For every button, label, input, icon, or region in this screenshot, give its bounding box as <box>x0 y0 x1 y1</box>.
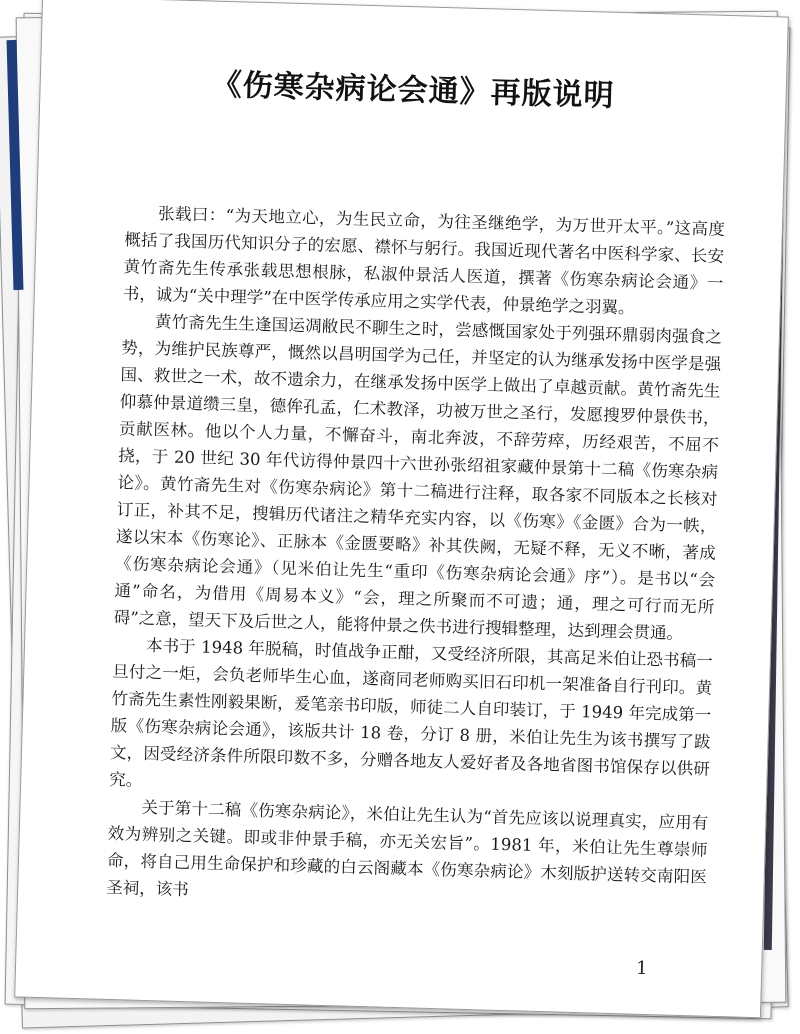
paragraph: 关于第十二稿《伤寒杂病论》，米伯让先生认为“首先应该以说理真实，应用有效为辨别之关键。即或非仲景手稿，亦无关宏旨”。1981 年，米伯让先生尊崇师命，将自己用生命保护和珍藏的白云阁藏本《伤寒杂病论》木刻版护送转交南阳医圣祠，该书 <box>105 797 709 900</box>
paragraph: 黄竹斋先生生逢国运凋敝民不聊生之时，尝感慨国家处于列强环鼎弱肉强食之势，为维护民族尊严，慨然以昌明国学为己任，并坚定的认为继承发扬中医学是强国、救世之一术，故不遗余力，在继承发扬中医学上做出了卓越贡献。黄竹斋先生仰慕仲景道缵三皇，德侔孔孟，仁术教泽，功被万世之圣行，发愿搜罗仲景佚书，贡献医林。他以个人力量，不懈奋斗，南北奔波，不辞劳瘁，历经艰苦，不屈不挠，于 20 世纪 30 年代访得仲景四十六世孙张绍祖家藏仲景第十二稿《伤寒杂病论》。黄竹斋先生对《伤寒杂病论》第十二稿进行注释，取各家不同版本之长核对订正，补其不足，搜辑历代诸注之精华充实内容，以《伤寒》《金匮》合为一帙，遂以宋本《伤寒论》、正脉本《金匮要略》补其佚阙，无疑不释，无义不晰，著成《伤寒杂病论会通》（见米伯让先生“重印《伤寒杂病论会通》序”）。是书以“会通”命名，为借用《周易本义》“会，理之所聚而不可遗；通，理之可行而无所碍”之意，望天下及后世之人，能将仲景之佚书进行搜辑整理，达到理会贯通。 <box>113 312 723 643</box>
document-page <box>14 0 789 1018</box>
body-text <box>106 199 725 917</box>
paragraph: 本书于 1948 年脱稿，时值战争正酣，又受经济所限，其高足米伯让恐书稿一旦付之一炬，会负老师毕生心血，遂商同老师购买旧石印机一架准备自行刊印。黄竹斋先生素性刚毅果断，爰笔亲书印版，师徒二人自印装订，于 1949 年完成第一版《伤寒杂病论会通》，该版共计 18 卷，分订 8 册，米伯让先生为该书撰写了跋文，因受经济条件所限印数不多，分赠各地友人爱好者及各地省图书馆保存以供研究。 <box>109 635 714 790</box>
page-number: 1 <box>635 957 648 980</box>
page-title: 《伤寒杂病论会通》再版说明 <box>211 67 616 114</box>
paragraph: 张载曰：“为天地立心，为生民立命，为往圣继绝学，为万世开太平。”这高度概括了我国历代知识分子的宏愿、襟怀与躬行。我国近现代著名中医科学家、长安黄竹斋先生传承张载思想根脉，私淑仲景活人医道，撰著《伤寒杂病论会通》一书，诚为“关中理学”在中医学传承应用之实学代表，仲景绝学之羽翼。 <box>122 204 726 318</box>
